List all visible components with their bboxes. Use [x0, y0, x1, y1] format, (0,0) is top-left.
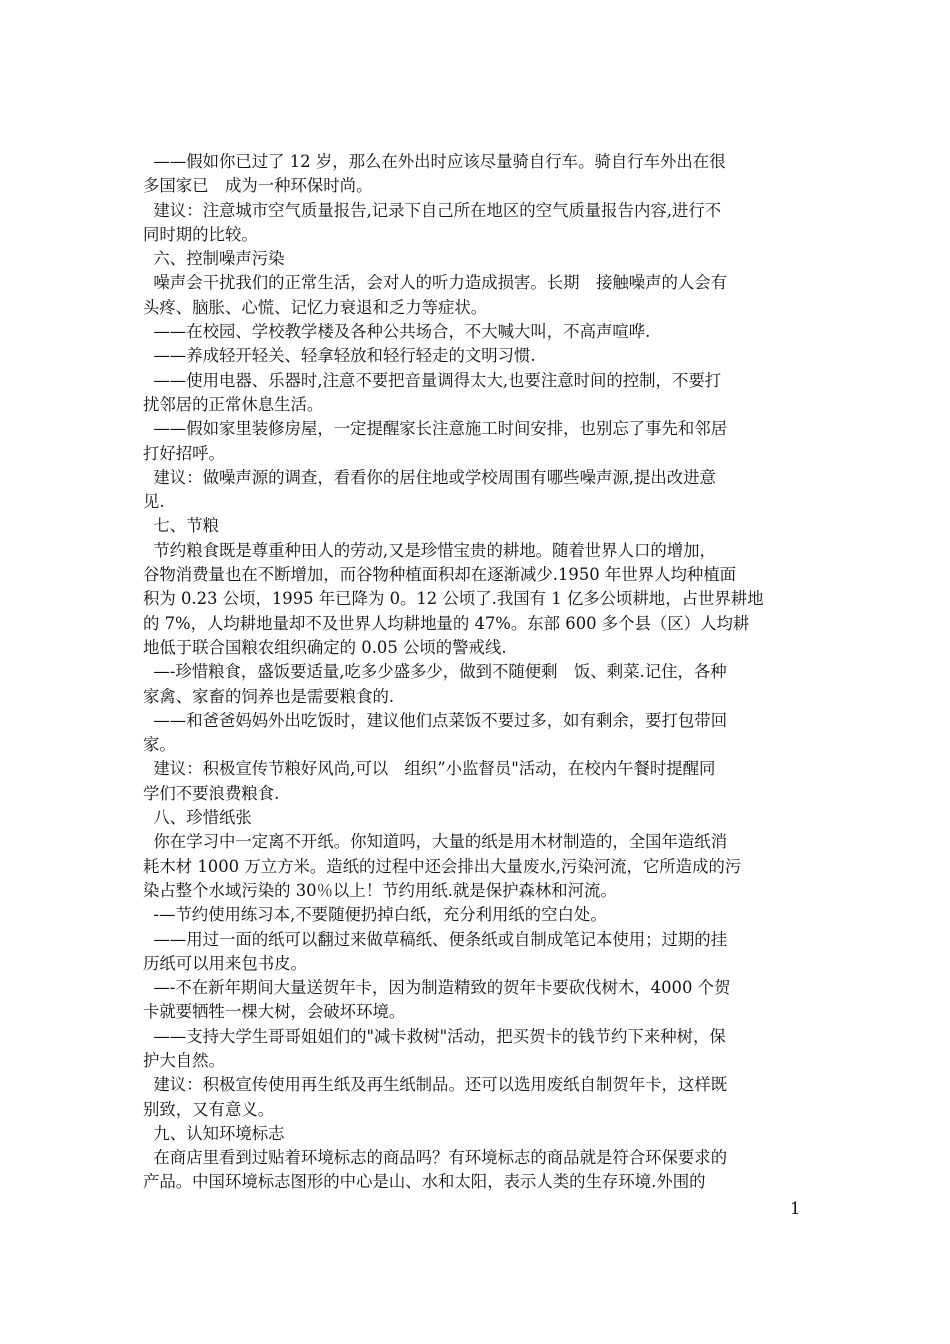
text-line: 同时期的比较。 [143, 224, 258, 244]
text-line: 建议：积极宣传使用再生纸及再生纸制品。还可以选用废纸自制贺年卡，这样既 [143, 1075, 728, 1095]
text-line: 卡就要牺牲一棵大树，会破坏环境。 [143, 1002, 406, 1022]
text-line: ——在校园、学校教学楼及各种公共场合，不大喊大叫，不高声喧哗. [143, 322, 651, 342]
text-line: 学们不要浪费粮食. [143, 783, 280, 803]
page-number: 1 [790, 1199, 801, 1218]
text-line: 耗木材 1000 万立方米。造纸的过程中还会排出大量废水,污染河流，它所造成的污 [143, 856, 742, 876]
text-line: -—节约使用练习本,不要随便扔掉白纸，充分利用纸的空白处。 [143, 905, 607, 925]
text-line: ——假如家里装修房屋，一定提醒家长注意施工时间安排，也别忘了事先和邻居 [143, 419, 728, 439]
text-line: 七、节粮 [143, 516, 219, 536]
text-line: ——使用电器、乐器时,注意不要把音量调得太大,也要注意时间的控制，不要打 [143, 370, 722, 390]
text-line: 谷物消费量也在不断增加，而谷物种植面积却在逐渐减少.1950 年世界人均种植面 [143, 565, 737, 585]
text-line: 护大自然。 [143, 1050, 225, 1070]
text-line: ——假如你已过了 12 岁，那么在外出时应该尽量骑自行车。骑自行车外出在很 [143, 152, 726, 171]
text-line: ——支持大学生哥哥姐姐们的"减卡救树"活动，把买贺卡的钱节约下来种树，保 [143, 1026, 726, 1046]
text-line: ——和爸爸妈妈外出吃饭时，建议他们点菜饭不要过多，如有剩余，要打包带回 [143, 710, 728, 730]
text-line: 六、控制噪声污染 [143, 249, 285, 269]
text-line: 家禽、家畜的饲养也是需要粮食的. [143, 686, 395, 706]
text-line: —-珍惜粮食，盛饭要适量,吃多少盛多少，做到不随便剩 饭、剩菜.记住，各种 [143, 662, 727, 682]
text-line: 在商店里看到过贴着环境标志的商品吗？有环境标志的商品就是符合环保要求的 [143, 1148, 728, 1168]
text-line: 建议：积极宣传节粮好风尚,可以 组织”小监督员"活动，在校内午餐时提醒同 [143, 759, 716, 779]
text-line: 地低于联合国粮农组织确定的 0.05 公顷的警戒线. [143, 637, 507, 657]
text-line: 家。 [143, 735, 176, 755]
text-line: 你在学习中一定离不开纸。你知道吗，大量的纸是用木材制造的，全国年造纸消 [143, 832, 728, 852]
text-line: ——养成轻开轻关、轻拿轻放和轻行轻走的文明习惯. [143, 346, 536, 366]
text-line: 见. [143, 492, 165, 512]
text-line: —-不在新年期间大量送贺年卡，因为制造精致的贺年卡要砍伐树木，4000 个贺 [143, 978, 731, 998]
text-line: 染占整个水域污染的 30％以上！节约用纸.就是保护森林和河流。 [143, 880, 617, 900]
text-line: 九、认知环境标志 [143, 1123, 285, 1143]
text-line: 别致，又有意义。 [143, 1099, 275, 1119]
text-line: 扰邻居的正常休息生活。 [143, 394, 324, 414]
text-line: ——用过一面的纸可以翻过来做草稿纸、便条纸或自制成笔记本使用；过期的挂 [143, 929, 728, 949]
text-line: 八、珍惜纸张 [143, 808, 252, 828]
text-line: 节约粮食既是尊重种田人的劳动,又是珍惜宝贵的耕地。随着世界人口的增加， [143, 540, 716, 560]
text-line: 产品。中国环境标志图形的中心是山、水和太阳，表示人类的生存环境.外围的 [143, 1172, 706, 1192]
text-line: 头疼、脑胀、心慌、记忆力衰退和乏力等症状。 [143, 297, 488, 317]
text-line: 的 7%，人均耕地量却不及世界人均耕地量的 47%。东部 600 多个县（区）人均耕 [143, 613, 750, 633]
text-line: 打好招呼。 [143, 443, 225, 463]
text-line: 建议：注意城市空气质量报告,记录下自己所在地区的空气质量报告内容,进行不 [143, 200, 722, 220]
text-line: 积为 0.23 公顷，1995 年已降为 0。12 公顷了.我国有 1 亿多公顷耕地，占世界耕地 [143, 589, 764, 609]
text-line: 噪声会干扰我们的正常生活，会对人的听力造成损害。长期 接触噪声的人会有 [143, 273, 728, 293]
text-line: 历纸可以用来包书皮。 [143, 953, 307, 973]
document-body [143, 150, 808, 1195]
text-line: 建议：做噪声源的调查，看看你的居住地或学校周围有哪些噪声源,提出改进意 [143, 467, 716, 487]
text-line: 多国家已 成为一种环保时尚。 [143, 176, 373, 196]
